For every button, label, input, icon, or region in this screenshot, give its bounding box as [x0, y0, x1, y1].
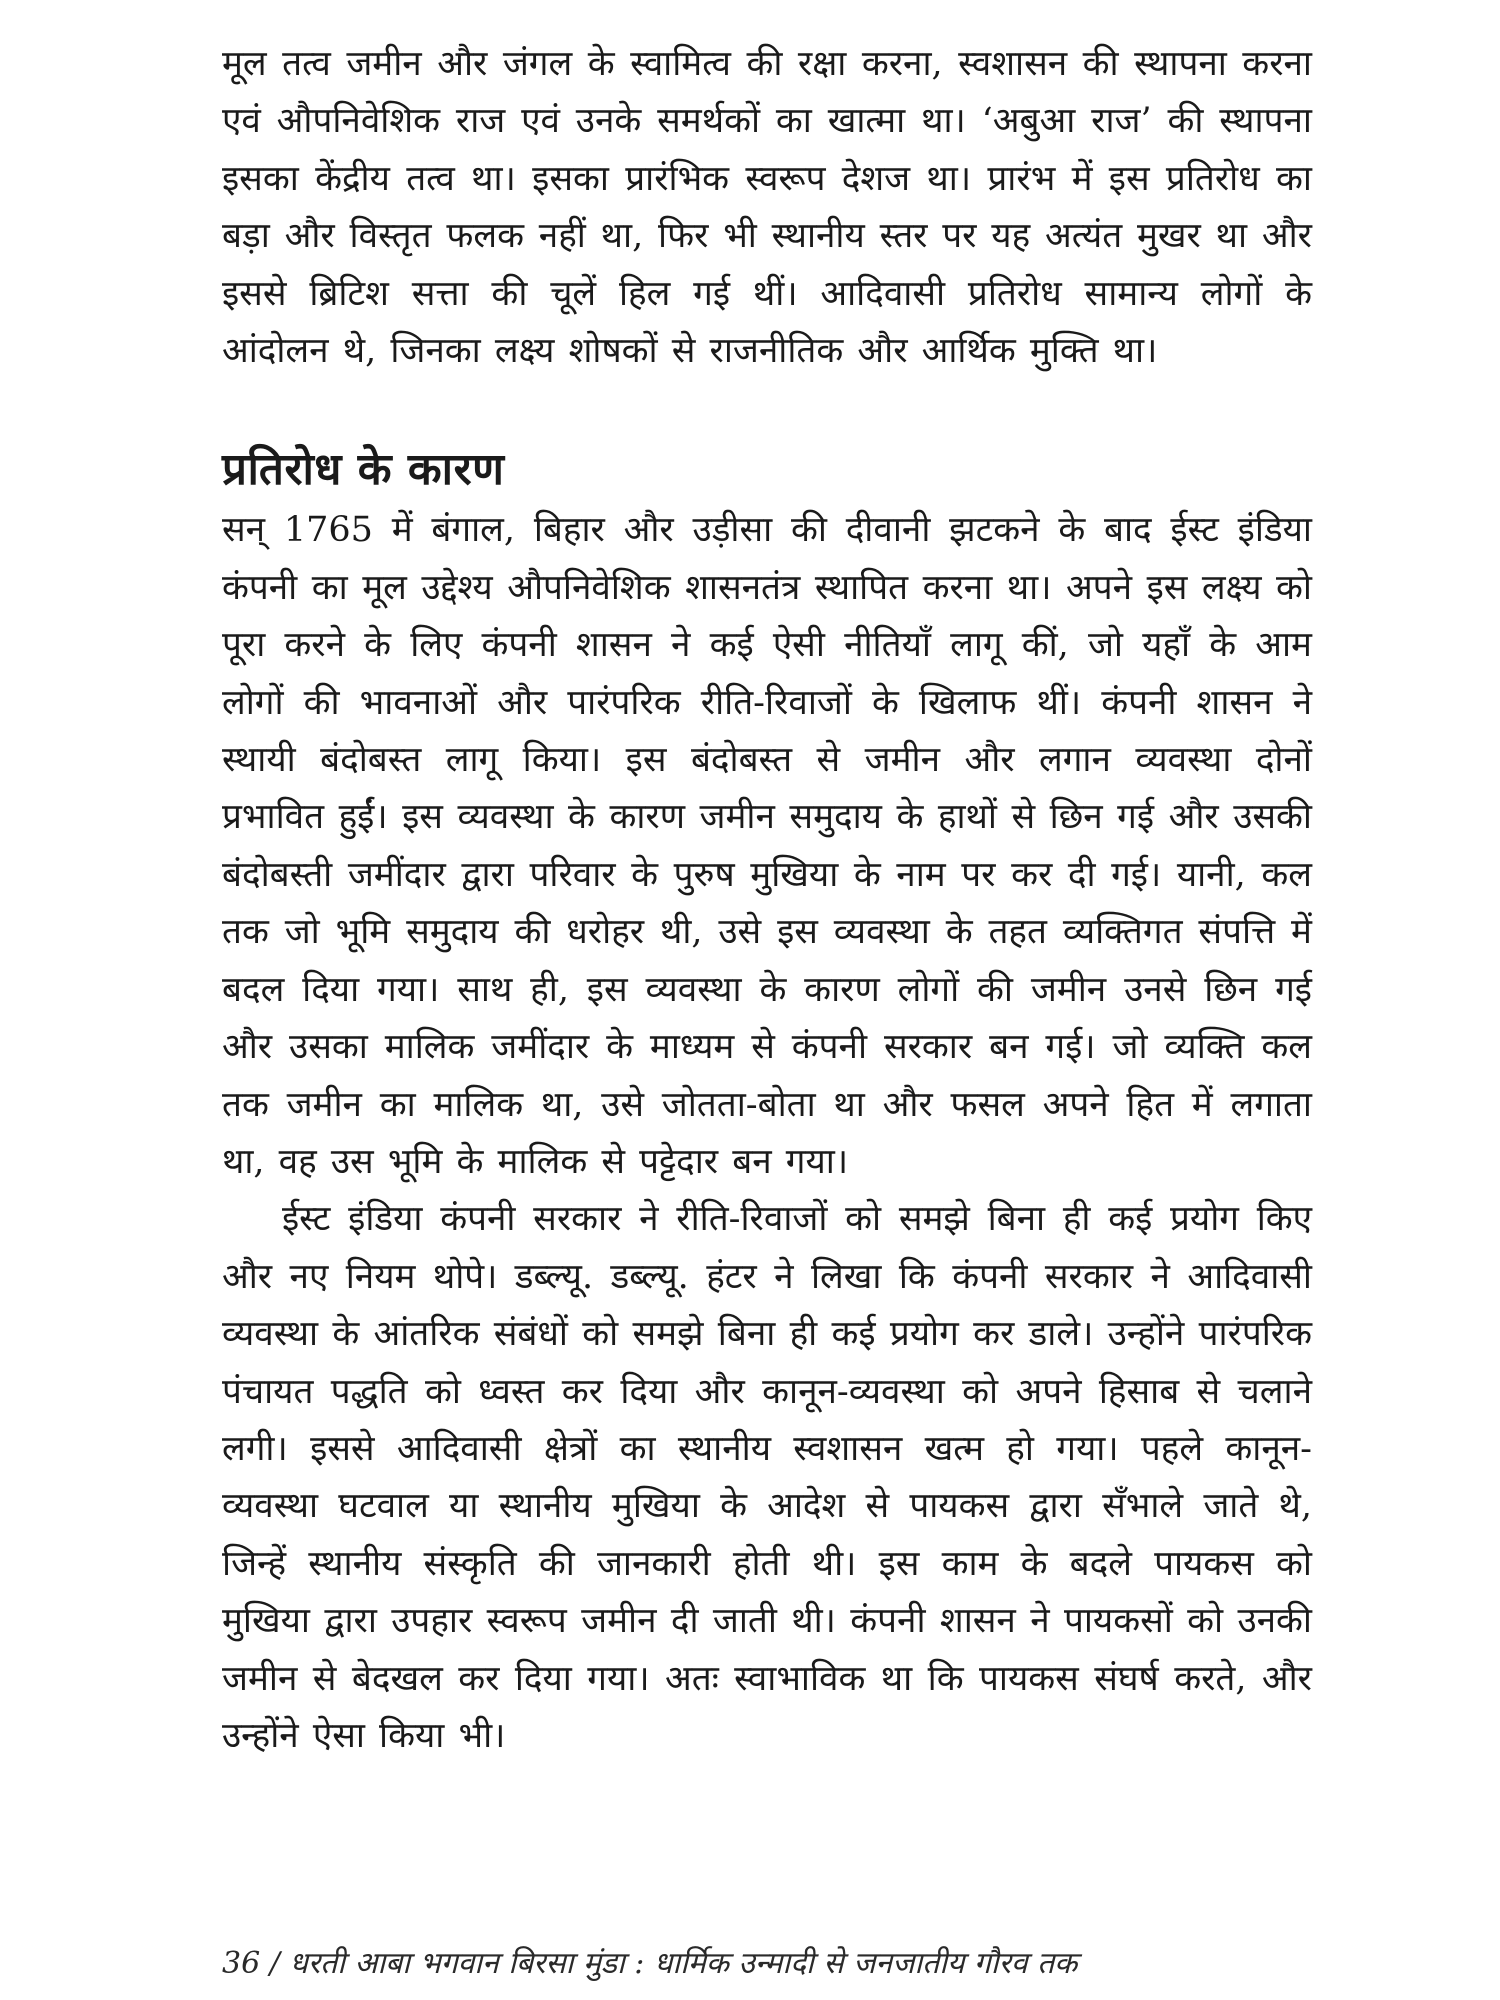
section-paragraph-2: ईस्ट इंडिया कंपनी सरकार ने रीति-रिवाजों को समझे बिना ही कई प्रयोग किए और नए नियम थोपे। डब्ल्यू. डब्ल्यू. हंटर ने लिखा कि कंपनी सरकार ने आदिवासी व्यवस्था के आंतरिक संबंधों को समझे बिना ही कई प्रयोग कर डाले। उन्होंने पारंपरिक पंचायत पद्धति को ध्वस्त कर दिया और कानून-व्यवस्था को अपने हिसाब से चलाने लगी। इससे आदिवासी क्षेत्रों का स्थानीय स्वशासन खत्म हो गया। पहले कानून-व्यवस्था घटवाल या स्थानीय मुखिया के आदेश से पायकस द्वारा सँभाले जाते थे, जिन्हें स्थानीय संस्कृति की जानकारी होती थी। इस काम के बदले पायकस को मुखिया द्वारा उपहार स्वरूप जमीन दी जाती थी। कंपनी शासन ने पायकसों को उनकी जमीन से बेदखल कर दिया गया। अतः स्वाभाविक था कि पायकस संघर्ष करते, और उन्होंने ऐसा किया भी। [222, 1199, 1312, 1756]
section-paragraph-1: सन् 1765 में बंगाल, बिहार और उड़ीसा की दीवानी झटकने के बाद ईस्ट इंडिया कंपनी का मूल उद्देश्य औपनिवेशिक शासनतंत्र स्थापित करना था। अपने इस लक्ष्य को पूरा करने के लिए कंपनी शासन ने कई ऐसी नीतियाँ लागू कीं, जो यहाँ के आम लोगों की भावनाओं और पारंपरिक रीति-रिवाजों के खिलाफ थीं। कंपनी शासन ने स्थायी बंदोबस्त लागू किया। इस बंदोबस्त से जमीन और लगान व्यवस्था दोनों प्रभावित हुईं। इस व्यवस्था के कारण जमीन समुदाय के हाथों से छिन गई और उसकी बंदोबस्ती जमींदार द्वारा परिवार के पुरुष मुखिया के नाम पर कर दी गई। यानी, कल तक जो भूमि समुदाय की धरोहर थी, उसे इस व्यवस्था के तहत व्यक्तिगत संपत्ति में बदल दिया गया। साथ ही, इस व्यवस्था के कारण लोगों की जमीन उनसे छिन गई और उसका मालिक जमींदार के माध्यम से कंपनी सरकार बन गई। जो व्यक्ति कल तक जमीन का मालिक था, उसे जोतता-बोता था और फसल अपने हित में लगाता था, वह उस भूमि के मालिक से पट्टेदार बन गया। [222, 510, 1312, 1182]
footer-separator: / [269, 1946, 280, 1981]
intro-paragraph: मूल तत्व जमीन और जंगल के स्वामित्व की रक्षा करना, स्वशासन की स्थापना करना एवं औपनिवेशिक राज एवं उनके समर्थकों का खात्मा था। ‘अबुआ राज’ की स्थापना इसका केंद्रीय तत्व था। इसका प्रारंभिक स्वरूप देशज था। प्रारंभ में इस प्रतिरोध का बड़ा और विस्तृत फलक नहीं था, फिर भी स्थानीय स्तर पर यह अत्यंत मुखर था और इससे ब्रिटिश सत्ता की चूलें हिल गई थीं। आदिवासी प्रतिरोध सामान्य लोगों के आंदोलन थे, जिनका लक्ष्य शोषकों से राजनीतिक और आर्थिक मुक्ति था। [222, 44, 1312, 372]
page-number: 36 [222, 1946, 261, 1981]
page-footer [222, 1944, 1312, 1984]
text-column [222, 22, 1312, 1765]
section-heading: प्रतिरोध के कारण [222, 444, 505, 496]
book-title: धरती आबा भगवान बिरसा मुंडा : धार्मिक उन्मादी से जनजातीय गौरव तक [289, 1946, 1078, 1981]
